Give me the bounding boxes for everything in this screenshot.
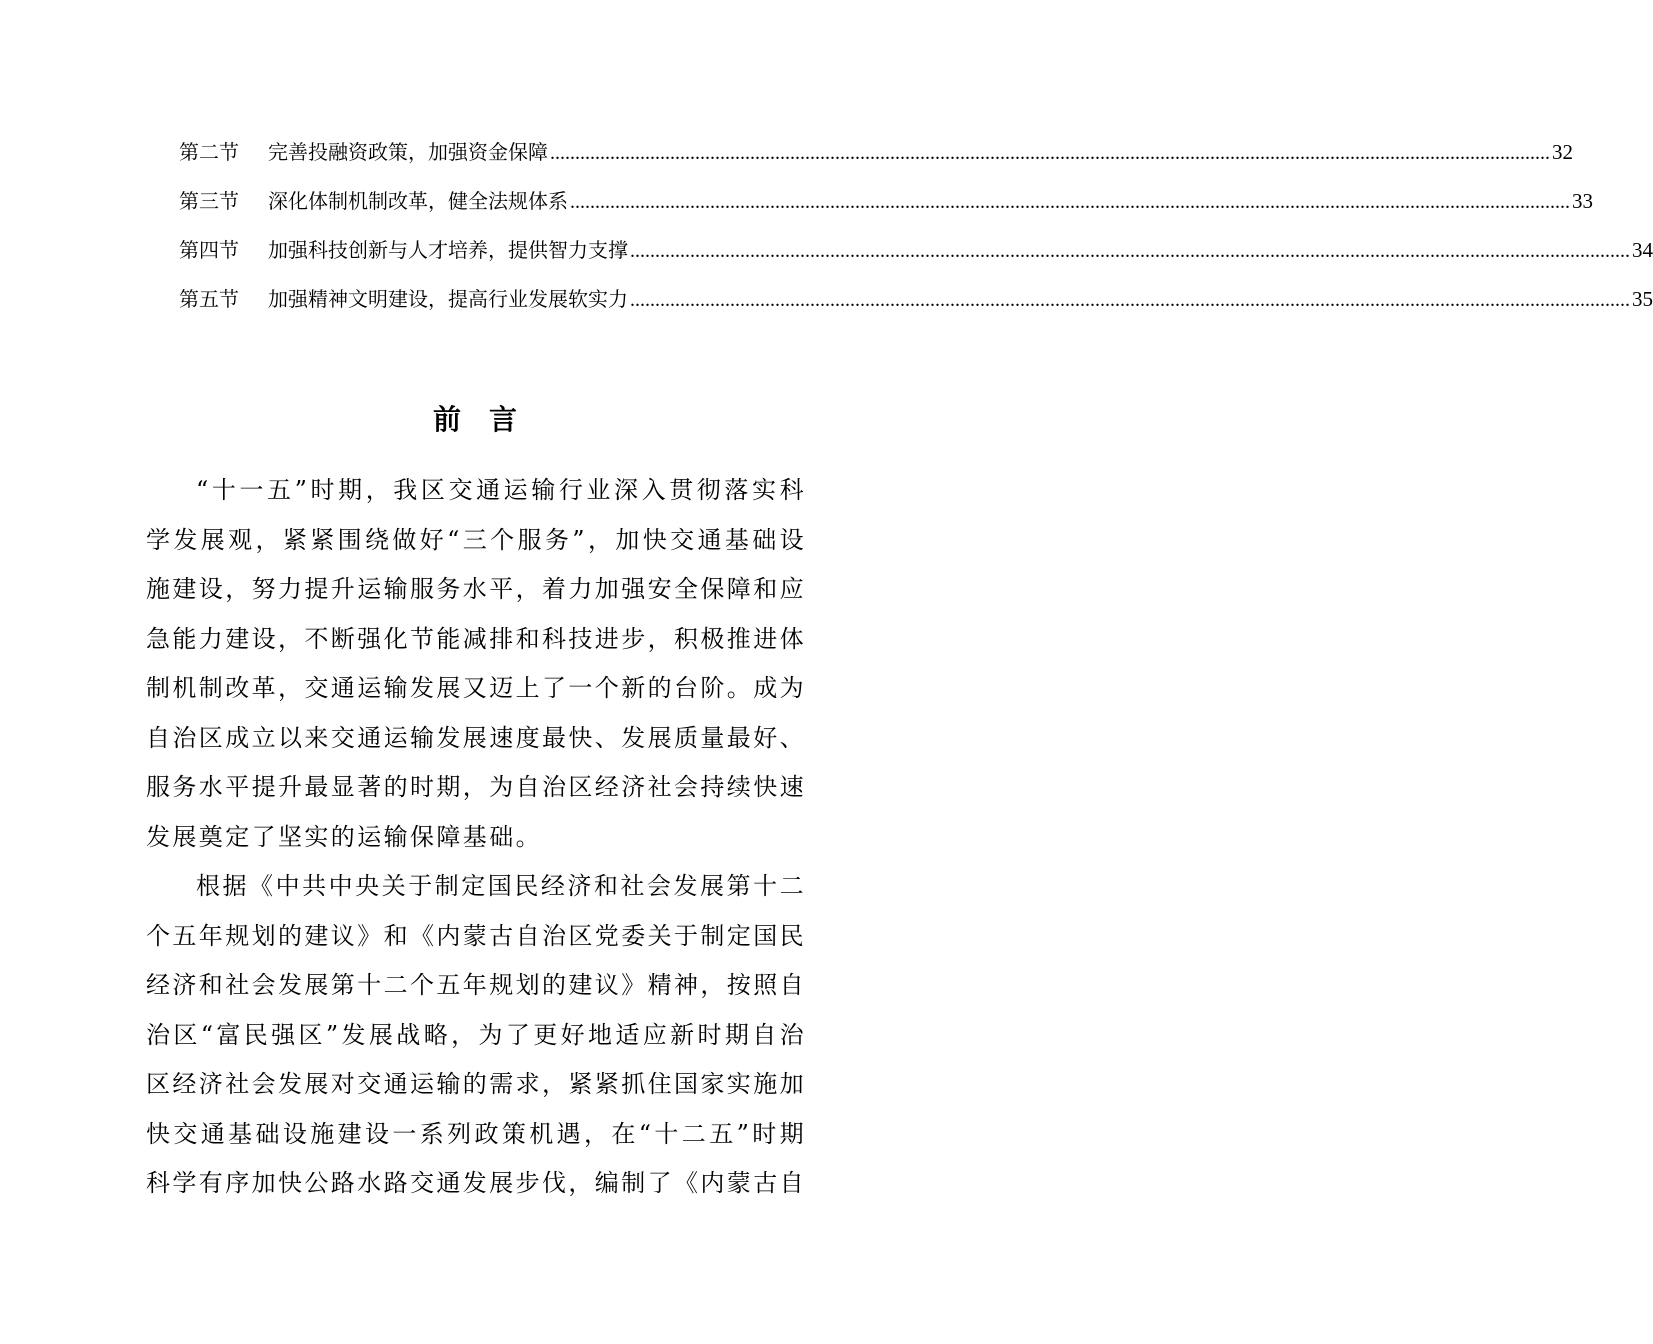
toc-leader-dots: ........................................................................................................................................................................................................ — [550, 142, 1550, 164]
preface-paragraph: 根据《中共中央关于制定国民经济和社会发展第十二个五年规划的建议》和《内蒙古自治区党委关于制定国民经济和社会发展第十二个五年规划的建议》精神，按照自治区“富民强区”发展战略，为了更好地适应新时期自治区经济社会发展对交通运输的需求，紧紧抓住国家实施加快交通基础设施建设一系列政策机遇，在“十二五”时期科学有序加快公路水路交通发展步伐，编制了《内蒙古自 — [146, 872, 806, 1197]
toc-leader-dots: ........................................................................................................................................................................................................ — [630, 289, 1630, 311]
toc-section-number: 第五节 — [179, 287, 239, 311]
preface-heading: 前言 — [432, 403, 545, 436]
table-of-contents — [179, 135, 1653, 331]
toc-leader-dots: ........................................................................................................................................................................................................ — [570, 191, 1570, 213]
toc-section-number: 第二节 — [179, 140, 239, 164]
toc-entry-title: 加强科技创新与人才培养，提供智力支撑 — [268, 238, 628, 262]
toc-entry[interactable] — [179, 184, 1593, 233]
toc-entry-title: 加强精神文明建设，提高行业发展软实力 — [268, 287, 628, 311]
toc-page-number: 32 — [1552, 140, 1573, 164]
toc-entry-title: 深化体制机制改革，健全法规体系 — [268, 189, 568, 213]
toc-entry[interactable] — [179, 282, 1653, 331]
toc-entry[interactable] — [179, 233, 1653, 282]
toc-page-number: 34 — [1632, 238, 1653, 262]
preface-paragraph: “十一五”时期，我区交通运输行业深入贯彻落实科学发展观，紧紧围绕做好“三个服务”，加快交通基础设施建设，努力提升运输服务水平，着力加强安全保障和应急能力建设，不断强化节能减排和科技进步，积极推进体制机制改革，交通运输发展又迈上了一个新的台阶。成为自治区成立以来交通运输发展速度最快、发展质量最好、服务水平提升最显著的时期，为自治区经济社会持续快速发展奠定了坚实的运输保障基础。 — [146, 476, 806, 851]
preface-body — [146, 466, 806, 1209]
toc-leader-dots: ........................................................................................................................................................................................................ — [630, 240, 1630, 262]
toc-section-number: 第三节 — [179, 189, 239, 213]
toc-entry-title: 完善投融资政策，加强资金保障 — [268, 140, 548, 164]
toc-section-number: 第四节 — [179, 238, 239, 262]
toc-page-number: 33 — [1572, 189, 1593, 213]
toc-entry[interactable] — [179, 135, 1573, 184]
toc-page-number: 35 — [1632, 287, 1653, 311]
